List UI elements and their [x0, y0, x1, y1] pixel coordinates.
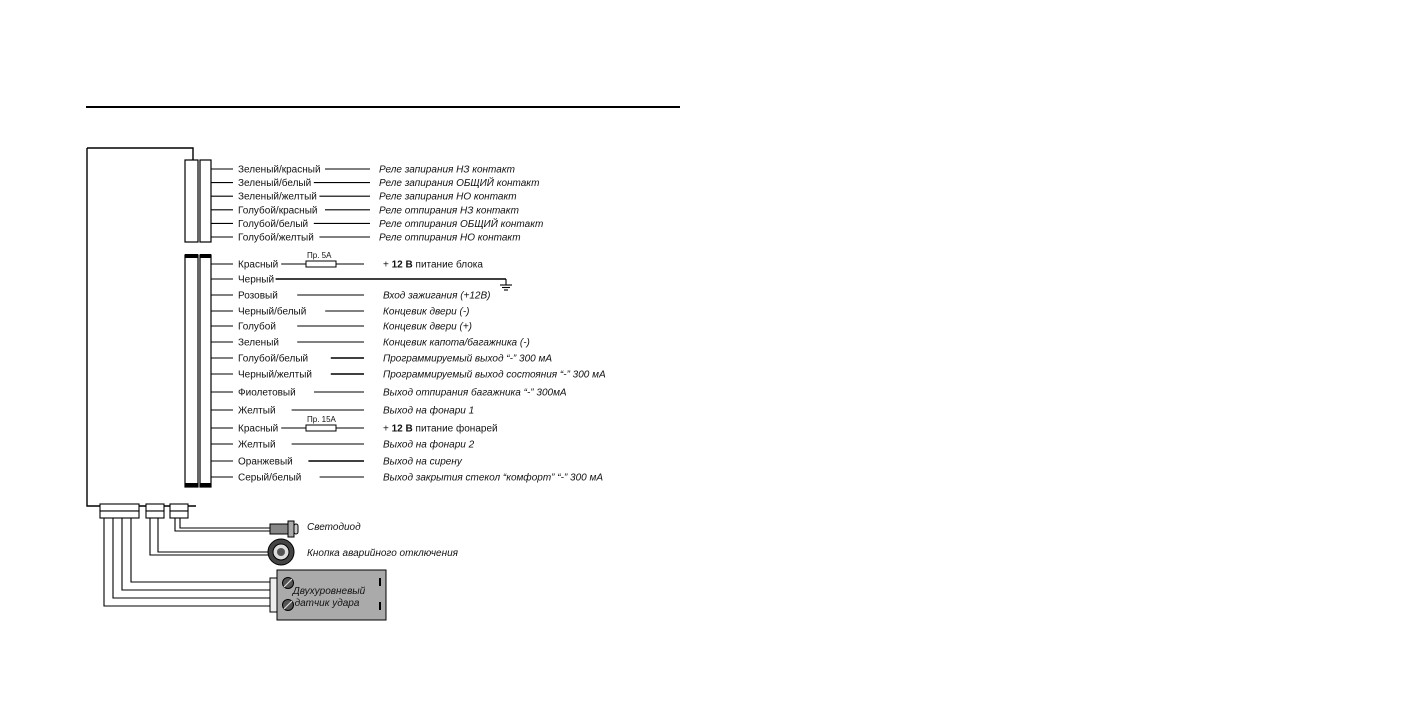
- wire-function-label: + 12 В питание блока: [383, 259, 483, 271]
- wire-color-label: Голубой/белый: [238, 353, 309, 365]
- main-wire-row: [211, 251, 483, 271]
- main-wire-row: [211, 472, 603, 484]
- relay-connector: [185, 160, 211, 242]
- fuse-label: Пр. 15А: [307, 415, 336, 424]
- main-wire-row: [211, 387, 567, 399]
- wire-color-label: Черный: [238, 274, 275, 286]
- fuse-icon: [306, 425, 336, 431]
- indicator-mark: [379, 602, 381, 610]
- relay-wire-row: [211, 165, 515, 176]
- wire-function-label: Выход на сирену: [383, 456, 462, 468]
- wire-function-label: + 12 В питание фонарей: [383, 423, 498, 435]
- wire-color-label: Розовый: [238, 290, 278, 302]
- wire-function-label: Реле отпирания ОБЩИЙ контакт: [379, 218, 544, 230]
- main-wire-row: [211, 415, 498, 435]
- button-connector: [146, 504, 164, 518]
- wire-color-label: Зеленый: [238, 337, 279, 349]
- wire-color-label: Голубой/белый: [238, 218, 309, 230]
- wire-function-label: Концевик двери (+): [383, 321, 473, 333]
- wire-color-label: Желтый: [238, 439, 276, 451]
- relay-wire-row: [211, 204, 519, 216]
- fuse-label: Пр. 5А: [307, 251, 332, 260]
- alarm-unit-outline: [87, 148, 196, 506]
- wire-function-label: Программируемый выход “-” 300 мА: [383, 353, 553, 365]
- relay-wire-row: [211, 217, 543, 230]
- wire-color-label: Серый/белый: [238, 472, 302, 484]
- led-label: Светодиод: [307, 522, 361, 533]
- sensor-connector: [100, 504, 139, 518]
- relay-wire-row: [211, 232, 521, 244]
- wire-function-label: Выход закрытия стекол “комфорт” “-” 300 мА: [383, 472, 604, 484]
- wire-function-label: Выход на фонари 1: [383, 405, 475, 417]
- led-connector: [170, 504, 188, 518]
- wire-color-label: Зеленый/красный: [238, 164, 321, 176]
- main-wire-row: [211, 306, 470, 318]
- wire-function-label: Выход на фонари 2: [383, 439, 475, 451]
- wire-color-label: Голубой/желтый: [238, 232, 314, 244]
- main-wire-row: [211, 353, 552, 365]
- main-wire-row: [211, 439, 475, 451]
- wire-color-label: Зеленый/белый: [238, 178, 312, 190]
- relay-wire-row: [211, 176, 539, 189]
- wire-color-label: Красный: [238, 423, 279, 435]
- main-wire-row: [211, 321, 472, 333]
- button-wire: [150, 518, 268, 555]
- emergency-button-icon: [268, 539, 294, 565]
- wire-color-label: Зеленый/желтый: [238, 191, 317, 203]
- main-wire-row: [211, 337, 530, 349]
- main-wires: [211, 251, 606, 484]
- fuse-icon: [306, 261, 336, 267]
- wire-color-label: Фиолетовый: [238, 387, 296, 399]
- screw-icon: [283, 600, 294, 611]
- shock-sensor-label-2: датчик удара: [294, 598, 360, 609]
- led-wire: [175, 518, 270, 531]
- wire-function-label: Выход отпирания багажника “-” 300мА: [383, 387, 567, 399]
- wire-color-label: Черный/желтый: [238, 369, 312, 381]
- wire-color-label: Голубой: [238, 321, 276, 333]
- wire-function-label: Программируемый выход состояния “-” 300 мА: [383, 369, 606, 381]
- relay-wires: [211, 165, 543, 244]
- wire-function-label: Реле запирания ОБЩИЙ контакт: [379, 178, 540, 190]
- relay-wire-row: [211, 192, 517, 203]
- shock-sensor: [270, 570, 386, 620]
- main-wire-row: [211, 405, 474, 417]
- main-wire-row: [211, 291, 491, 302]
- wire-function-label: Реле запирания НЗ контакт: [379, 164, 515, 176]
- main-connector: [185, 254, 211, 487]
- wire-function-label: Реле отпирания НО контакт: [379, 232, 521, 244]
- wire-color-label: Черный/белый: [238, 306, 307, 318]
- emergency-button-label: Кнопка аварийного отключения: [307, 548, 459, 559]
- wire-color-label: Красный: [238, 259, 279, 271]
- led-icon: [270, 521, 298, 537]
- wire-function-label: Реле запирания НО контакт: [379, 191, 517, 203]
- wire-function-label: Реле отпирания НЗ контакт: [379, 205, 519, 217]
- wire-function-label: Концевик двери (-): [383, 306, 470, 318]
- indicator-mark: [379, 578, 381, 586]
- wire-function-label: Концевик капота/багажника (-): [383, 337, 530, 349]
- wire-color-label: Голубой/красный: [238, 205, 318, 217]
- shock-sensor-label-1: Двухуровневый: [292, 586, 366, 597]
- main-wire-row: [211, 457, 463, 468]
- wire-color-label: Оранжевый: [238, 456, 293, 468]
- wire-function-label: Вход зажигания (+12В): [383, 290, 491, 302]
- ground-icon: [500, 279, 512, 290]
- wire-color-label: Желтый: [238, 405, 276, 417]
- main-wire-row: [211, 370, 606, 381]
- main-wire-row: [211, 275, 512, 291]
